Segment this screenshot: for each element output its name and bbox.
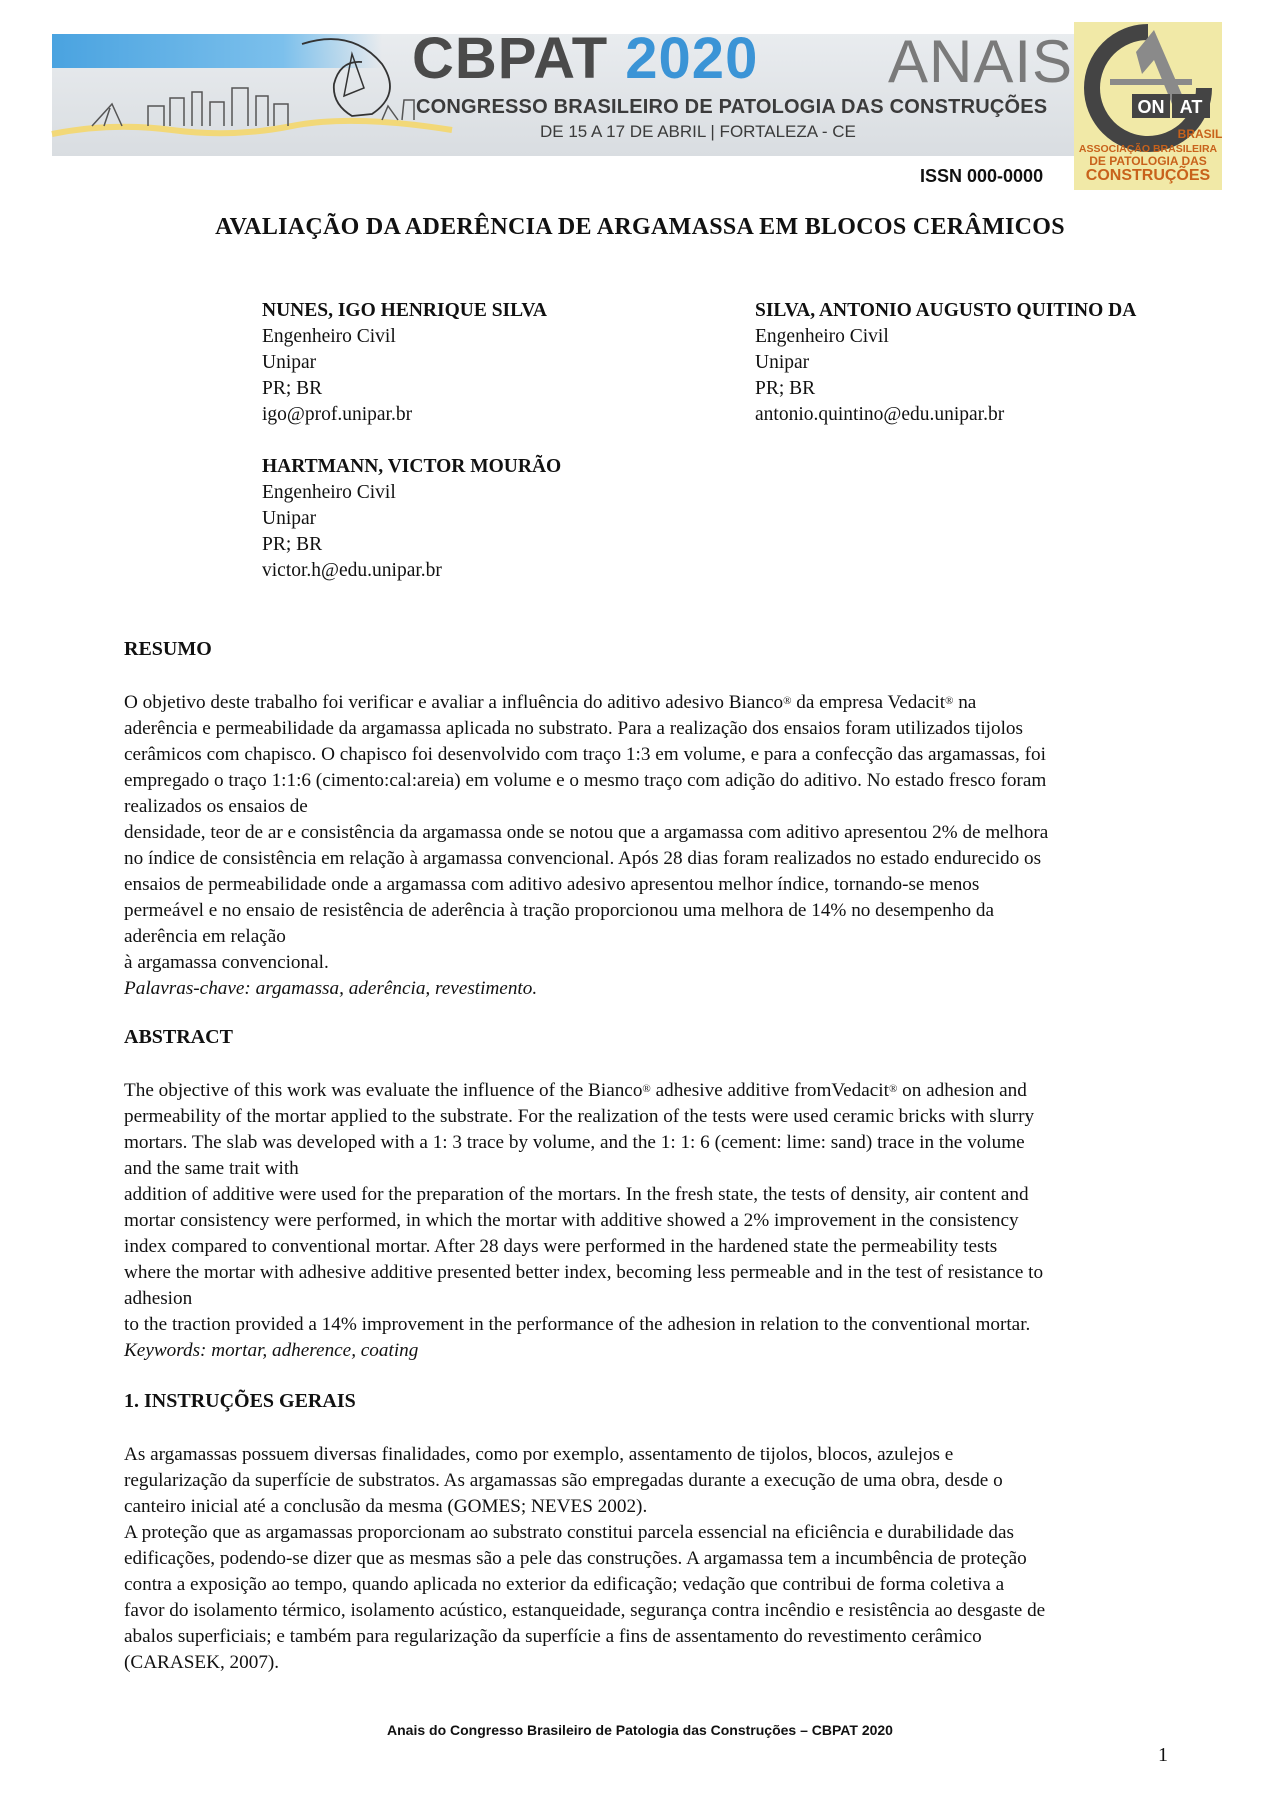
logo-brasil-text: BRASIL bbox=[1177, 127, 1223, 141]
abstract-line: mortar consistency were performed, in which the mortar with additive showed a 2% improvement in the consistency bbox=[124, 1210, 1019, 1231]
author-block-1 bbox=[262, 298, 547, 428]
section-1-line: edificações, podendo-se dizer que as mesmas são a pele das construções. A argamassa tem a incumbência de proteção bbox=[124, 1548, 1027, 1569]
conpat-emblem-icon bbox=[1080, 26, 1223, 144]
page-footer: Anais do Congresso Brasileiro de Patologia das Construções – CBPAT 2020 bbox=[387, 1722, 893, 1738]
event-acronym: CBPAT bbox=[412, 26, 609, 91]
city-skyline-illustration bbox=[52, 34, 452, 156]
resumo-line: realizados os ensaios de bbox=[124, 796, 308, 817]
section-1-line: abalos superficiais; e também para regularização da superfície a fins de assentamento do revestimento cerâmico bbox=[124, 1626, 982, 1647]
event-title bbox=[412, 26, 759, 91]
resumo-line: permeável e no ensaio de resistência de aderência à tração proporcionou uma melhora de 14% no desempenho da bbox=[124, 900, 994, 921]
logo-caption-line1: ASSOCIAÇÃO BRASILEIRA bbox=[1078, 143, 1218, 155]
anais-label: ANAIS bbox=[888, 28, 1074, 95]
abstract-line: and the same trait with bbox=[124, 1158, 299, 1179]
resumo-line: à argamassa convencional. bbox=[124, 952, 329, 973]
author-email: igo@prof.unipar.br bbox=[262, 404, 413, 425]
abstract-line: to the traction provided a 14% improvement in the performance of the adhesion in relation to the conventional mortar. bbox=[124, 1314, 1031, 1335]
abstract-line: permeability of the mortar applied to the substrate. For the realization of the tests were used ceramic bricks with slurry bbox=[124, 1106, 1035, 1127]
abstract-line: The objective of this work was evaluate the influence of the Bianco® adhesive additive fromVedacit® on adhesion and bbox=[124, 1080, 1027, 1101]
abstract-keywords: Keywords: mortar, adherence, coating bbox=[124, 1340, 419, 1361]
author-role: Engenheiro Civil bbox=[262, 326, 396, 347]
header-banner bbox=[52, 22, 1222, 190]
author-location: PR; BR bbox=[262, 534, 323, 555]
resumo-line: aderência e permeabilidade da argamassa aplicada no substrato. Para a realização dos ensaios foram utilizados tijolos bbox=[124, 718, 1023, 739]
author-institution: Unipar bbox=[262, 352, 317, 373]
section-1-line: contra a exposição ao tempo, quando aplicada no exterior da edificação; vedação que contribui de forma coletiva a bbox=[124, 1574, 1005, 1595]
abstract-body bbox=[124, 1078, 1172, 1364]
author-name: NUNES, IGO HENRIQUE SILVA bbox=[262, 300, 548, 321]
author-institution: Unipar bbox=[262, 508, 317, 529]
resumo-line: aderência em relação bbox=[124, 926, 286, 947]
author-location: PR; BR bbox=[755, 378, 816, 399]
resumo-line: no índice de consistência em relação à argamassa convencional. Após 28 dias foram realizados no estado endurecido os bbox=[124, 848, 1042, 869]
author-block-2 bbox=[755, 298, 1136, 428]
logo-on-text: ON bbox=[1137, 97, 1165, 117]
abstract-line: index compared to conventional mortar. After 28 days were performed in the hardened state the permeability tests bbox=[124, 1236, 998, 1257]
author-email: antonio.quintino@edu.unipar.br bbox=[755, 404, 1005, 425]
author-email: victor.h@edu.unipar.br bbox=[262, 560, 442, 581]
abstract-line: mortars. The slab was developed with a 1: 3 trace by volume, and the 1: 1: 6 (cement: lime: sand) trace in the volume bbox=[124, 1132, 1025, 1153]
section-1-line: favor do isolamento térmico, isolamento acústico, estanqueidade, segurança contra incêndio e resistência ao desgaste de bbox=[124, 1600, 1046, 1621]
issn-label: ISSN 000-0000 bbox=[920, 166, 1044, 186]
paper-title: AVALIAÇÃO DA ADERÊNCIA DE ARGAMASSA EM BLOCOS CERÂMICOS bbox=[215, 214, 1065, 240]
author-institution: Unipar bbox=[755, 352, 810, 373]
page-number: 1 bbox=[1158, 1744, 1168, 1766]
conpat-logo bbox=[1074, 22, 1222, 190]
section-1-line: A proteção que as argamassas proporcionam ao substrato constitui parcela essencial na eficiência e durabilidade das bbox=[124, 1522, 1014, 1543]
section-1-body bbox=[124, 1442, 1172, 1676]
abstract-line: where the mortar with adhesive additive presented better index, becoming less permeable and in the test of resistance to bbox=[124, 1262, 1044, 1283]
event-year: 2020 bbox=[625, 26, 759, 91]
event-dates-location: DE 15 A 17 DE ABRIL | FORTALEZA - CE bbox=[540, 122, 856, 141]
resumo-body bbox=[124, 690, 1172, 1002]
resumo-line: ensaios de permeabilidade onde a argamassa com aditivo adesivo apresentou melhor índice, tornando-se menos bbox=[124, 874, 980, 895]
section-1-line: regularização da superfície de substratos. As argamassas são empregadas durante a execução de uma obra, desde o bbox=[124, 1470, 1003, 1491]
logo-caption-line2: DE PATOLOGIA DAS bbox=[1089, 154, 1207, 169]
logo-caption-line3: CONSTRUÇÕES bbox=[1085, 166, 1211, 184]
abstract-line: addition of additive were used for the preparation of the mortars. In the fresh state, the tests of density, air content and bbox=[124, 1184, 1029, 1205]
resumo-keywords: Palavras-chave: argamassa, aderência, revestimento. bbox=[124, 978, 538, 999]
author-block-3 bbox=[262, 454, 561, 584]
author-role: Engenheiro Civil bbox=[755, 326, 889, 347]
resumo-line: cerâmicos com chapisco. O chapisco foi desenvolvido com traço 1:3 em volume, e para a confecção das argamassas, foi bbox=[124, 744, 1046, 765]
author-name: SILVA, ANTONIO AUGUSTO QUITINO DA bbox=[755, 300, 1137, 321]
resumo-line: O objetivo deste trabalho foi verificar e avaliar a influência do aditivo adesivo Bianco® da empresa Vedacit® na bbox=[124, 692, 977, 713]
author-name: HARTMANN, VICTOR MOURÃO bbox=[262, 456, 562, 477]
section-1-heading: 1. INSTRUÇÕES GERAIS bbox=[124, 1390, 356, 1412]
logo-at-text: AT bbox=[1179, 97, 1203, 117]
author-location: PR; BR bbox=[262, 378, 323, 399]
section-1-line: (CARASEK, 2007). bbox=[124, 1652, 280, 1673]
logo-caption bbox=[1078, 144, 1218, 184]
section-1-line: As argamassas possuem diversas finalidades, como por exemplo, assentamento de tijolos, blocos, azulejos e bbox=[124, 1444, 954, 1465]
abstract-line: adhesion bbox=[124, 1288, 193, 1309]
resumo-heading: RESUMO bbox=[124, 638, 212, 660]
abstract-heading: ABSTRACT bbox=[124, 1026, 233, 1048]
resumo-line: empregado o traço 1:1:6 (cimento:cal:areia) em volume e o mesmo traço com adição do aditivo. No estado fresco foram bbox=[124, 770, 1047, 791]
congress-name: CONGRESSO BRASILEIRO DE PATOLOGIA DAS CONSTRUÇÕES bbox=[416, 96, 1048, 118]
resumo-line: densidade, teor de ar e consistência da argamassa onde se notou que a argamassa com aditivo apresentou 2% de melhora bbox=[124, 822, 1049, 843]
author-role: Engenheiro Civil bbox=[262, 482, 396, 503]
section-1-line: canteiro inicial até a conclusão da mesma (GOMES; NEVES 2002). bbox=[124, 1496, 648, 1517]
